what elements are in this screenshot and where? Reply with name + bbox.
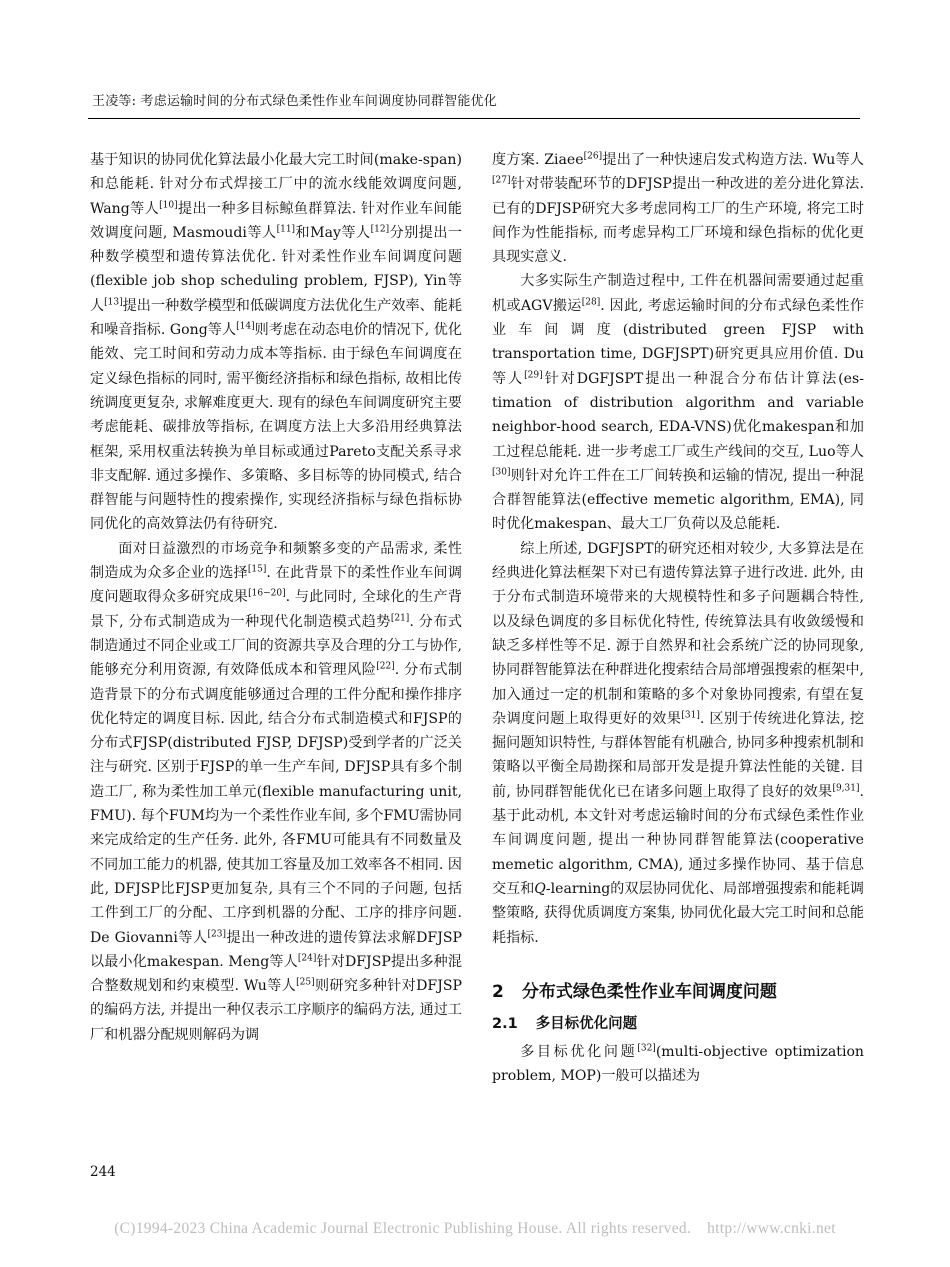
text-run: 则考虑在动态电价的情况下, 优化能效、完工时间和劳动力成本等指标. 由于绿色车间调度在定义绿色指标的同时, 需平衡经济指标和绿色指标, 故相比传统调度更复杂, 求解难度更大. 现有的绿色车间调度研究主要考虑能耗、碳排放等指标, 在调度方法上大多沿用经典算法框架, 采用权重法转换为单目标或通过Pareto支配关系寻求非支配解. 通过多操作、多策略、多目标等的协同模式, 结合群智能与问题特性的搜索操作, 实现经济指标与绿色指标协同优化的高效算法仍有待研究.	[90, 322, 462, 533]
subsection-number: 2.1	[492, 1015, 518, 1032]
page-number: 244	[90, 1164, 116, 1180]
citation: [22]	[376, 661, 395, 672]
subsection-heading	[492, 1012, 864, 1036]
citation: [29]	[524, 369, 543, 380]
citation: [10]	[159, 199, 178, 210]
italic-symbol: Q	[534, 880, 546, 897]
section-title: 分布式绿色柔性作业车间调度问题	[521, 981, 777, 1002]
left-column	[90, 148, 462, 1047]
body-paragraph	[492, 1040, 864, 1089]
citation: [32]	[637, 1043, 656, 1054]
text-run: 基于知识的协同优化算法最小化最大完工时间(make-span)和总能耗. 针对分布式焊接工厂中的流水线能效调度问题, Wang等人	[90, 152, 462, 217]
body-paragraph	[90, 537, 462, 1047]
text-run: 针对DGFJSPT提出一种混合分布估计算法(es-timation of distribution algorithm and variable neighbor-hood search, EDA-VNS)优化makespan和加工过程总能耗. 进一步考虑工厂或生产线间的交互, Luo等人	[492, 370, 865, 460]
cnki-url: http://www.cnki.net	[707, 1220, 836, 1237]
text-run: (multi-objective optimization problem, MOP)一般可以描述为	[492, 1043, 865, 1085]
body-paragraph	[492, 269, 864, 536]
citation: [15]	[247, 564, 267, 575]
footer	[0, 1220, 950, 1238]
citation: [27]	[492, 175, 511, 186]
text-run: . 分布式制造通过不同企业或工厂间的资源共享及合理的分工与协作, 能够充分利用资源, 有效降低成本和管理风险	[90, 613, 462, 679]
text-run: . 在此背景下的柔性作业车间调度问题取得众多研究成果	[90, 565, 462, 606]
citation: [23]	[207, 928, 227, 939]
citation: [28]	[581, 297, 601, 308]
text-run: 提出了一种快速启发式构造方法. Wu等人	[602, 152, 865, 168]
text-run: 大多实际生产制造过程中, 工件在机器间需要通过起重机或AGV搬运	[492, 273, 864, 314]
section-number: 2	[492, 981, 504, 1002]
subsection-title: 多目标优化问题	[535, 1015, 638, 1032]
text-run: 提出一种多目标鲸鱼群算法. 针对作业车间能效调度问题, Masmoudi等人	[90, 200, 462, 241]
text-run: 面对日益激烈的市场竞争和频繁多变的产品需求, 柔性制造成为众多企业的选择	[90, 540, 462, 582]
right-column	[492, 148, 864, 1088]
body-paragraph	[492, 148, 864, 269]
body-paragraph	[492, 537, 864, 950]
citation: [30]	[492, 467, 511, 478]
citation: [25]	[296, 977, 315, 988]
text-run: 提出一种数学模型和低碳调度方法优化生产效率、能耗和噪音指标. Gong等人	[90, 297, 462, 339]
text-run: 则研究多种针对DFJSP的编码方法, 并提出一种仅表示工序顺序的编码方法, 通过工厂和机器分配规则解码为调	[90, 978, 462, 1043]
citation: [14]	[236, 321, 255, 332]
citation: [24]	[297, 953, 317, 964]
citation: [26]	[583, 151, 603, 162]
text-run: 分别提出一种数学模型和遗传算法优化. 针对柔性作业车间调度问题(flexible job shop scheduling problem, FJSP), Yin等人	[90, 224, 463, 314]
citation: [9,31]	[832, 783, 860, 794]
text-run: . 基于此动机, 本文针对考虑运输时间的分布式绿色柔性作业车间调度问题, 提出一种协同群智能算法(cooperative memetic algorithm, CMA), 通过多操作协同、基于信息交互和	[492, 783, 864, 897]
section-heading	[492, 980, 864, 1004]
text-run: 综上所述, DGFJSPT的研究还相对较少, 大多算法是在经典进化算法框架下对已有遗传算法算子进行改进. 此外, 由于分布式制造环境带来的大规模特性和多子问题耦合特性, 以及绿色调度的多目标优化特性, 传统算法具有收敛缓慢和缺乏多样性等不足. 源于自然界和社会系统广泛的协同现象, 协同群智能算法在种群进化搜索结合局部增强搜索的框架中, 加入通过一定的机制和策略的多个对象协同搜索, 有望在复杂调度问题上取得更好的效果	[492, 540, 864, 727]
text-run: 针对带装配环节的DFJSP提出一种改进的差分进化算法. 已有的DFJSP研究大多考虑同构工厂的生产环境, 将完工时间作为性能指标, 而考虑异构工厂环境和绿色指标的优化更具现实意义.	[492, 176, 864, 266]
text-run: 针对DFJSP提出多种混合整数规划和约束模型. Wu等人	[90, 953, 462, 995]
citation: [21]	[390, 612, 410, 623]
text-run: . 区别于传统进化算法, 挖掘问题知识特性, 与群体智能有机融合, 协同多种搜索机制和策略以平衡全局勘探和局部开发是提升算法性能的关键. 目前, 协同群智能优化已在诸多问题上取得了良好的效果	[492, 710, 865, 800]
text-run: 和May等人	[295, 224, 371, 241]
citation: [16−20]	[248, 588, 286, 599]
text-run: . 分布式制造背景下的分布式调度能够通过合理的工件分配和操作排序优化特定的调度目标. 因此, 结合分布式制造模式和FJSP的分布式FJSP(distributed FJSP, DFJSP)受到学者的广泛关注与研究. 区别于FJSP的单一生产车间, DFJSP具有多个制造工厂, 称为柔性加工单元(flexible manufacturing unit, FMU). 每个FUM均为一个柔性作业车间, 多个FMU需协同来完成给定的生产任务. 此外, 各FMU可能具有不同数量及不同加工能力的机器, 使其加工容量及加工效率各不相同. 因此, DFJSP比FJSP更加复杂, 具有三个不同的子问题, 包括工件到工厂的分配、工序到机器的分配、工序的排序问题. De Giovanni等人	[90, 662, 462, 946]
running-header: 王凌等: 考虑运输时间的分布式绿色柔性作业车间调度协同群智能优化	[92, 94, 497, 109]
body-paragraph	[90, 148, 462, 537]
text-run: -learning的双层协同优化、局部增强搜索和能耗调整策略, 获得优质调度方案集, 协同优化最大完工时间和总能耗指标.	[492, 880, 865, 946]
text-run: . 因此, 考虑运输时间的分布式绿色柔性作业车间调度(distributed green FJSP with transportation time, DGFJSPT)研究更具应用价值. Du等人	[492, 297, 864, 387]
citation: [31]	[681, 710, 700, 721]
citation: [13]	[104, 297, 123, 308]
header-rule	[88, 118, 860, 119]
text-run: 多目标优化问题	[520, 1043, 638, 1060]
citation: [12]	[370, 224, 390, 235]
text-run: 度方案. Ziaee	[492, 152, 584, 168]
text-run: 则针对允许工件在工厂间转换和运输的情况, 提出一种混合群智能算法(effective memetic algorithm, EMA), 同时优化makespan、最大工厂负荷以及总能耗.	[492, 467, 864, 533]
citation: [11]	[276, 224, 296, 235]
text-run: . 与此同时, 全球化的生产背景下, 分布式制造成为一种现代化制造模式趋势	[90, 589, 463, 630]
text-run: 提出一种改进的遗传算法求解DFJSP以最小化makespan. Meng等人	[90, 929, 462, 970]
copyright-notice: (C)1994-2023 China Academic Journal Electronic Publishing House. All rights reserved.	[114, 1220, 692, 1237]
